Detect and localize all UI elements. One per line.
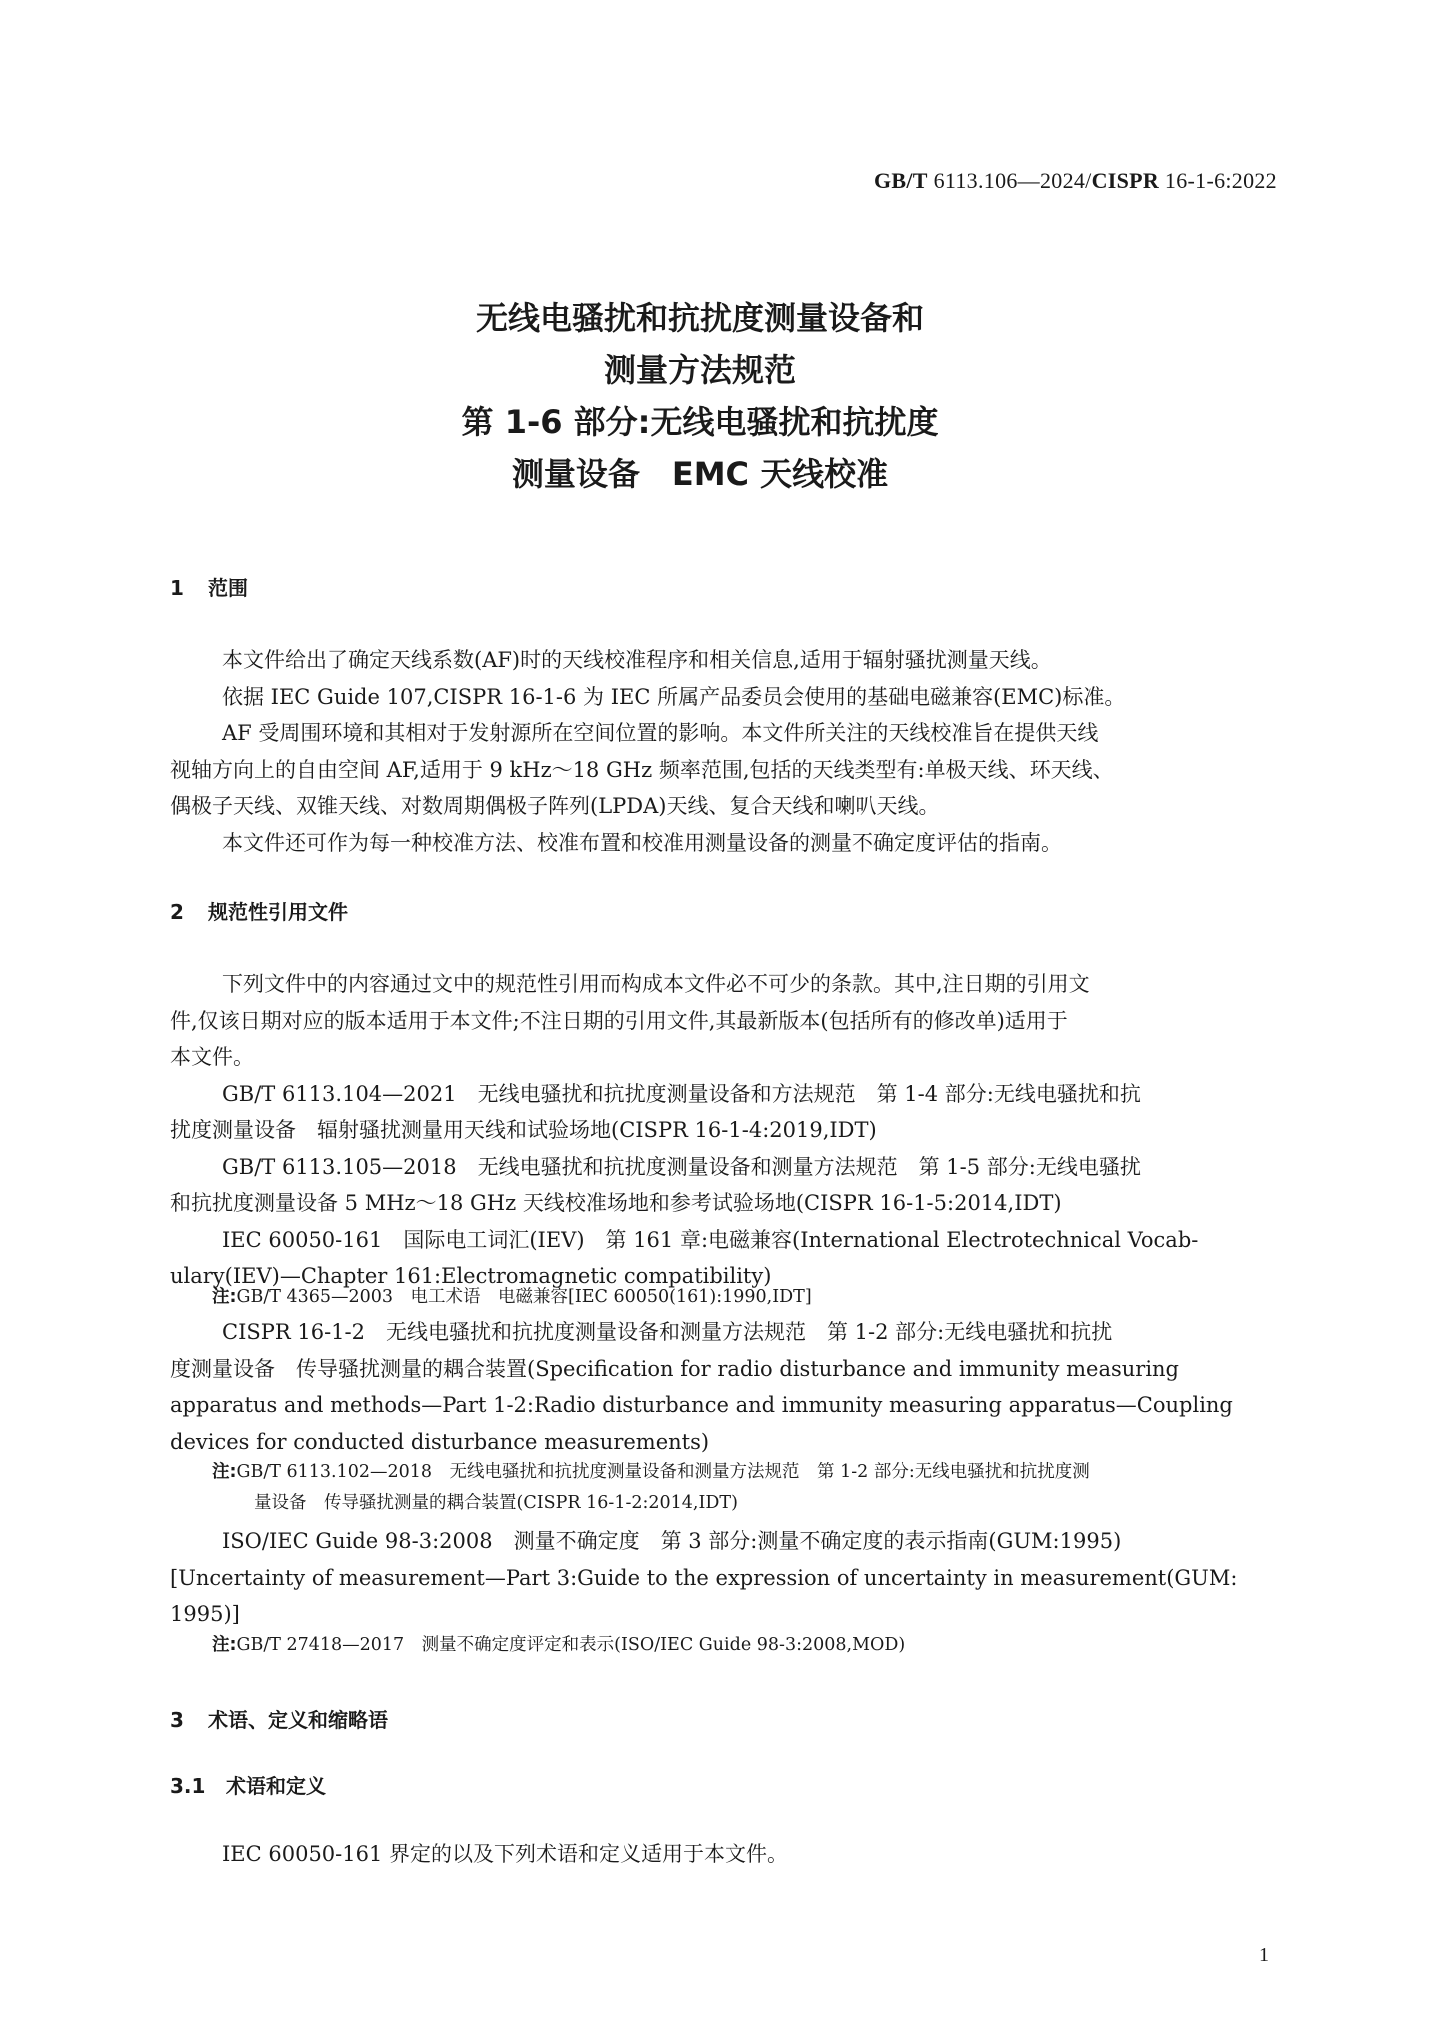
note-text: GB/T 4365—2003 电工术语 电磁兼容[IEC 60050(161):1990,IDT] [236,1287,812,1307]
section-2-body [170,966,1275,1295]
reference-iso-iec-guide [170,1523,1275,1633]
reference-line: [Uncertainty of measurement—Part 3:Guide to the expression of uncertainty in measurement(GUM: [170,1565,1238,1590]
note-label: 注: [212,1287,237,1307]
title-line-1: 无线电骚扰和抗扰度测量设备和 [475,299,924,337]
note-text: GB/T 6113.102—2018 无线电骚扰和抗扰度测量设备和测量方法规范 第 1-2 部分:无线电骚扰和抗扰度测 [236,1462,1090,1482]
subsection-title: 术语和定义 [226,1774,326,1798]
note-label: 注: [212,1462,237,1482]
section-title: 术语、定义和缩略语 [208,1708,388,1732]
reference-line: GB/T 6113.104—2021 无线电骚扰和抗扰度测量设备和方法规范 第 1-4 部分:无线电骚扰和抗 [222,1081,1141,1106]
note-2 [212,1457,1090,1519]
reference-line: 度测量设备 传导骚扰测量的耦合装置(Specification for radio disturbance and immunity measuring [170,1356,1180,1381]
paragraph: 本文件给出了确定天线系数(AF)时的天线校准程序和相关信息,适用于辐射骚扰测量天线。 [222,648,1052,672]
paragraph-line: 视轴方向上的自由空间 AF,适用于 9 kHz～18 GHz 频率范围,包括的天线类型有:单极天线、环天线、 [170,757,1114,782]
paragraph-line: 件,仅该日期对应的版本适用于本文件;不注日期的引用文件,其最新版本(包括所有的修改单)适用于 [170,1008,1068,1033]
title-line-4: 测量设备 EMC 天线校准 [511,455,889,493]
reference-line: apparatus and methods—Part 1-2:Radio disturbance and immunity measuring apparatus—Coupling [170,1393,1233,1417]
paragraph: IEC 60050-161 界定的以及下列术语和定义适用于本文件。 [222,1842,789,1866]
paragraph-line: 偶极子天线、双锥天线、对数周期偶极子阵列(LPDA)天线、复合天线和喇叭天线。 [170,794,940,818]
section-3-heading [170,1704,388,1733]
reference-line: CISPR 16-1-2 无线电骚扰和抗扰度测量设备和测量方法规范 第 1-2 部分:无线电骚扰和抗扰 [222,1320,1113,1344]
section-2-heading [170,896,348,925]
reference-line: 1995)] [170,1602,240,1626]
document-title [0,292,1400,500]
paragraph: 依据 IEC Guide 107,CISPR 16-1-6 为 IEC 所属产品委员会使用的基础电磁兼容(EMC)标准。 [222,684,1126,709]
cispr-prefix: CISPR [1091,168,1160,193]
subsection-number: 3.1 [170,1774,206,1798]
reference-line: ISO/IEC Guide 98-3:2008 测量不确定度 第 3 部分:测量不确定度的表示指南(GUM:1995) [222,1529,1122,1553]
reference-line: devices for conducted disturbance measurements) [170,1429,710,1454]
section-1-body [170,642,1275,861]
reference-line: ulary(IEV)—Chapter 161:Electromagnetic compatibility) [170,1264,772,1288]
note-label: 注: [212,1635,237,1655]
reference-line: 和抗扰度测量设备 5 MHz～18 GHz 天线校准场地和参考试验场地(CISPR 16-1-5:2014,IDT) [170,1191,1062,1215]
note-text: GB/T 27418—2017 测量不确定度评定和表示(ISO/IEC Guide 98-3:2008,MOD) [236,1635,906,1655]
reference-cispr-16-1-2 [170,1314,1275,1460]
title-line-3: 第 1-6 部分:无线电骚扰和抗扰度 [461,403,939,441]
section-number: 2 [170,900,184,924]
paragraph: 本文件还可作为每一种校准方法、校准布置和校准用测量设备的测量不确定度评估的指南。 [222,830,1062,855]
note-text-continued: 量设备 传导骚扰测量的耦合装置(CISPR 16-1-2:2014,IDT) [254,1493,738,1513]
cispr-number: 16-1-6:2022 [1164,168,1277,193]
standard-header [874,168,1277,194]
note-1 [212,1282,812,1313]
paragraph-line: 下列文件中的内容通过文中的规范性引用而构成本文件必不可少的条款。其中,注日期的引用文 [222,972,1090,996]
page-number: 1 [1259,1944,1269,1966]
section-number: 3 [170,1708,184,1732]
subsection-3-1-heading [170,1770,326,1799]
paragraph-line: AF 受周围环境和其相对于发射源所在空间位置的影响。本文件所关注的天线校准旨在提供天线 [222,721,1099,745]
reference-line: IEC 60050-161 国际电工词汇(IEV) 第 161 章:电磁兼容(International Electrotechnical Vocab- [222,1227,1199,1252]
std-prefix: GB/T [874,168,928,193]
note-3 [212,1630,905,1661]
std-number: 6113.106—2024/ [933,168,1092,193]
section-title: 范围 [208,576,248,600]
section-1-heading [170,572,248,601]
section-title: 规范性引用文件 [208,900,348,924]
paragraph-line: 本文件。 [170,1045,254,1069]
reference-line: GB/T 6113.105—2018 无线电骚扰和抗扰度测量设备和测量方法规范 第 1-5 部分:无线电骚扰 [222,1154,1141,1179]
reference-line: 扰度测量设备 辐射骚扰测量用天线和试验场地(CISPR 16-1-4:2019,IDT) [170,1118,877,1142]
section-3-body [170,1836,1275,1873]
title-line-2: 测量方法规范 [603,351,796,389]
section-number: 1 [170,576,184,600]
